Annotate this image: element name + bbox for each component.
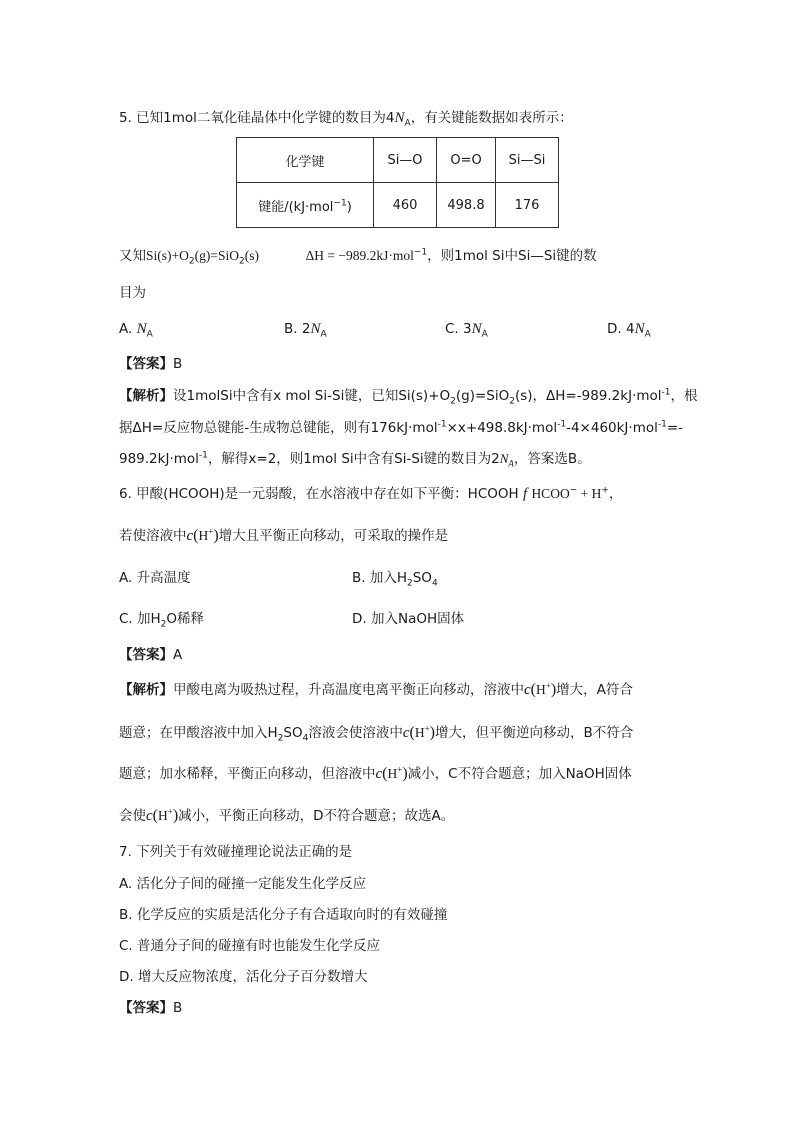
q6-option-a: A. 升高温度 xyxy=(119,570,191,586)
q6-analysis-line-4: 会使c(H+)减小，平衡正向移动，D不符合题意；故选A。 xyxy=(119,806,455,824)
q6-stem-continued: 若使溶液中c(H+)增大且平衡正向移动，可采取的操作是 xyxy=(119,526,449,544)
q5-analysis-line-3: 989.2kJ·mol$^{-1}$，解得x=2，则1mol Si中含有Si-Si键的数目为$2N_A$，答案选B。 xyxy=(119,450,591,469)
q6-stem: 6. 甲酸(HCOOH)是一元弱酸，在水溶液中存在如下平衡：HCOOH f HCOO− + H+， xyxy=(119,485,623,502)
q6-analysis-line-3: 题意；加水稀释，平衡正向移动，但溶液中c(H+)减小，C不符合题意；加入NaOH固体 xyxy=(119,764,632,782)
q7-option-d: D. 增大反应物浓度，活化分子百分数增大 xyxy=(119,969,368,985)
q7-option-b: B. 化学反应的实质是活化分子有合适取向时的有效碰撞 xyxy=(119,907,448,923)
q5-equation-line: 又知$Si(s)+O_2(g)=SiO_2(s) \Delta H = -989.2kJ\cdot mol^{-1}$，则1mol Si中Si—Si键的数 xyxy=(119,247,597,267)
q6-option-c: C. 加$H_2O$稀释 xyxy=(119,611,205,630)
q7-option-c: C. 普通分子间的碰撞有时也能发生化学反应 xyxy=(119,938,381,954)
q6-analysis-line-1: 【解析】甲酸电离为吸热过程，升高温度电离平衡正向移动，溶液中c(H+)增大，A符合 xyxy=(119,680,633,698)
q5-option-d: D. $4N_A$ xyxy=(607,321,651,340)
q5-option-c: C. $3N_A$ xyxy=(445,321,488,340)
q5-stem-continued: 目为 xyxy=(119,285,146,301)
q5-option-a: A. $N_A$ xyxy=(119,321,153,340)
q7-option-a: A. 活化分子间的碰撞一定能发生化学反应 xyxy=(119,876,367,892)
q5-option-b: B. $2N_A$ xyxy=(284,321,327,340)
q6-answer: 【答案】A xyxy=(119,647,183,663)
q6-option-b: B. 加入$H_2SO_4$ xyxy=(352,570,438,589)
q5-analysis-line-2: 据ΔH=反应物总键能-生成物总键能，则有176kJ·mol$^{-1}$×x+498.8kJ·mol$^{-1}$-4×460kJ·mol$^{-1}$=- xyxy=(119,419,684,436)
table-row: 键能/(kJ·mol$^{-1}$) 460 498.8 176 xyxy=(237,183,559,228)
q7-answer: 【答案】B xyxy=(119,1000,183,1016)
q7-stem: 7. 下列关于有效碰撞理论说法正确的是 xyxy=(119,844,353,860)
table-row: 化学键 Si—O O=O Si—Si xyxy=(237,138,559,183)
q5-answer: 【答案】B xyxy=(119,356,183,372)
q5-analysis-line-1: 【解析】设1molSi中含有x mol Si-Si键，已知$Si(s)+O_2(g)=SiO_2(s)$，ΔH=-989.2kJ·mol$^{-1}$，根 xyxy=(119,387,698,407)
q6-option-d: D. 加入NaOH固体 xyxy=(352,611,465,627)
row-label: 键能/(kJ·mol$^{-1}$) xyxy=(237,183,374,228)
bond-energy-table xyxy=(236,137,559,228)
q6-analysis-line-2: 题意；在甲酸溶液中加入$H_2SO_4$溶液会使溶液中c(H+)增大，但平衡逆向移动，B不符合 xyxy=(119,723,634,744)
q5-stem: 5. 已知1mol二氧化硅晶体中化学键的数目为$4N_A$，有关键能数据如表所示： xyxy=(119,110,573,129)
